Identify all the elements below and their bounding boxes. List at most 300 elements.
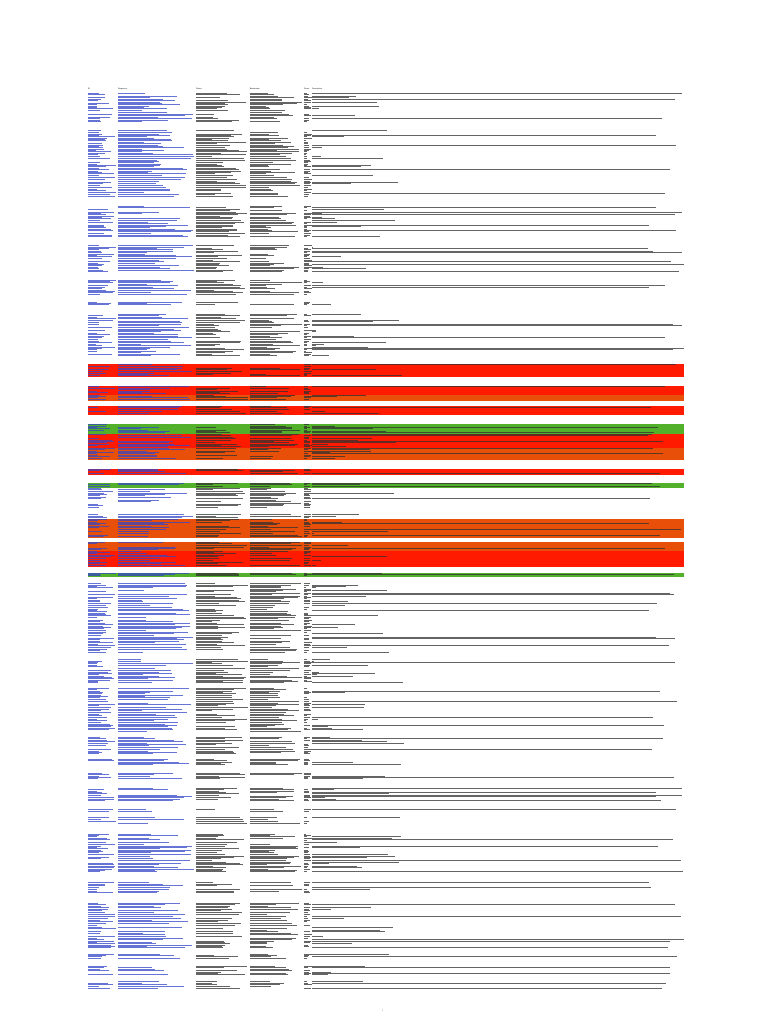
cell-text-line (304, 738, 307, 739)
cell-text-line (304, 710, 311, 711)
table-row (88, 565, 684, 567)
table-cell (196, 399, 248, 401)
cell-text-line (196, 214, 238, 215)
table-cell (304, 294, 312, 296)
table-row (88, 196, 684, 198)
cell-text-line (250, 928, 287, 929)
cell-text-line (118, 936, 166, 937)
cell-text-line (88, 514, 98, 515)
cell-text-line (304, 526, 310, 527)
cell-text-line (118, 158, 191, 159)
cell-text-line (196, 823, 247, 824)
cell-text-line (304, 549, 309, 550)
cell-text-line (312, 369, 376, 370)
cell-text-line (312, 682, 403, 683)
cell-text-line (304, 369, 309, 370)
cell-text-line (196, 699, 243, 700)
cell-text-line (118, 753, 153, 754)
cell-text-line (196, 249, 223, 250)
cell-text-line (118, 947, 185, 948)
cell-text-line (88, 399, 106, 400)
cell-text-line (88, 397, 98, 398)
cell-text-line (196, 258, 227, 259)
cell-text-line (88, 222, 113, 223)
cell-text-line (118, 663, 193, 664)
cell-text-line (118, 955, 174, 956)
cell-text-line (312, 839, 673, 840)
table-cell (250, 972, 302, 976)
cell-text-line (88, 984, 113, 985)
cell-text-line (312, 261, 671, 262)
cell-text-line (304, 514, 311, 515)
cell-text-line (312, 486, 660, 487)
cell-text-line (250, 891, 279, 892)
cell-text-line (250, 345, 300, 346)
cell-text-line (196, 484, 213, 485)
cell-text-line (312, 659, 330, 660)
cell-text-line (196, 489, 213, 490)
cell-text-line (250, 435, 292, 436)
cell-text-line (312, 741, 387, 742)
cell-text-line (312, 916, 681, 917)
cell-text-line (196, 130, 234, 131)
cell-text-line (118, 630, 146, 631)
cell-text-line (250, 218, 281, 219)
cell-text-line (118, 533, 149, 534)
cell-text-line (88, 628, 104, 629)
cell-text-line (118, 393, 166, 394)
table-cell (304, 799, 312, 802)
cell-text-line (312, 704, 365, 705)
cell-text-line (196, 563, 218, 564)
cell-text-line (88, 928, 116, 929)
table-cell (88, 473, 116, 475)
cell-text-line (304, 543, 311, 544)
cell-text-line (250, 112, 282, 113)
cell-text-line (304, 424, 309, 425)
cell-text-line (304, 858, 310, 859)
cell-text-line (304, 517, 309, 518)
cell-text-line (88, 258, 102, 259)
cell-text-line (304, 628, 307, 629)
cell-text-line (118, 110, 142, 111)
cell-text-line (304, 533, 310, 534)
table-cell (312, 958, 684, 960)
cell-text-line (88, 778, 98, 779)
cell-text-line (88, 701, 108, 702)
cell-text-line (250, 699, 268, 700)
cell-text-line (118, 446, 168, 447)
cell-text-line (250, 682, 284, 683)
table-cell (196, 945, 248, 949)
cell-text-line (304, 256, 307, 257)
cell-text-line (250, 967, 286, 968)
cell-text-line (118, 635, 154, 636)
cell-text-line (88, 434, 106, 435)
cell-text-line (304, 587, 306, 588)
table-cell (312, 302, 684, 306)
cell-text-line (118, 699, 168, 700)
cell-text-line (304, 364, 311, 365)
cell-text-line (304, 607, 309, 608)
cell-text-line (118, 252, 147, 253)
cell-text-line (196, 591, 214, 592)
cell-text-line (304, 984, 312, 985)
cell-text-line (304, 321, 309, 322)
cell-text-line (88, 169, 109, 170)
cell-text-line (250, 731, 301, 732)
table-cell (196, 680, 248, 684)
cell-text-line (250, 889, 302, 890)
cell-text-line (312, 941, 670, 942)
cell-text-line (312, 531, 388, 532)
cell-text-line (88, 230, 113, 231)
cell-text-line (250, 339, 276, 340)
cell-text-line (118, 607, 172, 608)
cell-text-line (118, 331, 161, 332)
cell-text-line (250, 701, 299, 702)
cell-text-line (312, 449, 370, 450)
cell-text-line (250, 458, 271, 459)
column-header-score: Score (304, 88, 310, 90)
cell-text-line (304, 451, 312, 452)
cell-text-line (88, 392, 108, 393)
cell-text-line (196, 100, 228, 101)
cell-text-line (196, 369, 227, 370)
cell-text-line (88, 936, 115, 937)
cell-text-line (312, 947, 668, 948)
cell-text-line (118, 369, 177, 370)
cell-text-line (304, 194, 309, 195)
cell-text-line (88, 549, 101, 550)
cell-text-line (304, 800, 309, 801)
cell-text-line (196, 452, 225, 453)
cell-text-line (312, 212, 682, 213)
cell-text-line (312, 809, 676, 810)
table-cell (250, 120, 302, 123)
cell-text-line (312, 207, 656, 208)
cell-text-line (196, 778, 220, 779)
cell-text-line (250, 715, 294, 716)
cell-text-line (88, 449, 105, 450)
cell-text-line (304, 558, 310, 559)
cell-text-line (250, 236, 295, 237)
table-cell (304, 565, 312, 567)
table-cell (312, 354, 684, 357)
cell-text-line (196, 729, 237, 730)
cell-text-line (88, 292, 113, 293)
table-cell (250, 776, 302, 780)
cell-text-line (250, 231, 298, 232)
cell-text-line (196, 668, 245, 669)
table-cell (250, 762, 302, 766)
cell-text-line (196, 156, 212, 157)
table-cell (88, 302, 116, 306)
cell-text-line (196, 956, 238, 957)
cell-text-line (250, 864, 267, 865)
column-header-description: Description (312, 88, 323, 90)
cell-text-line (88, 473, 104, 474)
cell-text-line (118, 112, 167, 113)
cell-text-line (118, 352, 141, 353)
cell-text-line (250, 630, 301, 631)
cell-text-line (304, 889, 307, 890)
cell-text-line (118, 453, 155, 454)
cell-text-line (304, 809, 311, 810)
cell-text-line (88, 166, 106, 167)
cell-text-line (250, 118, 277, 119)
cell-text-line (118, 688, 189, 689)
cell-text-line (196, 624, 244, 625)
table-cell (250, 196, 302, 198)
cell-text-line (304, 844, 309, 845)
cell-text-line (304, 934, 312, 935)
table-cell (312, 413, 684, 415)
cell-text-line (250, 609, 267, 610)
cell-text-line (118, 355, 151, 356)
cell-text-line (304, 632, 307, 633)
cell-text-line (88, 717, 107, 718)
cell-text-line (250, 121, 280, 122)
table-cell (196, 294, 248, 296)
cell-text-line (196, 921, 218, 922)
cell-text-line (88, 974, 113, 975)
cell-text-line (118, 190, 170, 191)
cell-text-line (118, 364, 152, 365)
cell-text-line (304, 647, 309, 648)
cell-text-line (304, 438, 309, 439)
cell-text-line (196, 413, 246, 414)
cell-text-line (304, 764, 308, 765)
cell-text-line (88, 407, 98, 408)
cell-text-line (312, 545, 348, 546)
table-cell (118, 302, 194, 306)
cell-text-line (196, 839, 244, 840)
cell-text-line (250, 524, 277, 525)
cell-text-line (312, 590, 387, 591)
cell-text-line (196, 605, 236, 606)
table-cell (88, 751, 116, 755)
cell-text-line (250, 322, 274, 323)
cell-text-line (88, 603, 111, 604)
cell-text-line (250, 695, 278, 696)
cell-text-line (88, 132, 99, 133)
cell-text-line (88, 633, 103, 634)
cell-text-line (88, 345, 102, 346)
table-cell (88, 972, 116, 976)
cell-text-line (304, 553, 307, 554)
table-cell (250, 302, 302, 306)
cell-text-line (312, 214, 675, 215)
cell-text-line (250, 914, 267, 915)
cell-text-line (196, 647, 221, 648)
cell-text-line (312, 252, 682, 253)
table-cell (312, 945, 684, 949)
cell-text-line (312, 800, 661, 801)
cell-text-line (88, 650, 100, 651)
cell-text-line (88, 386, 99, 387)
cell-text-line (88, 288, 102, 289)
cell-text-line (312, 498, 650, 499)
cell-text-line (250, 986, 271, 987)
table-cell (250, 535, 302, 538)
cell-text-line (196, 268, 216, 269)
cell-text-line (88, 800, 105, 801)
cell-text-line (196, 912, 242, 913)
table-cell (196, 196, 248, 198)
cell-text-line (88, 575, 101, 576)
cell-text-line (304, 108, 311, 109)
cell-text-line (304, 196, 308, 197)
cell-text-line (312, 676, 353, 677)
cell-text-line (118, 596, 169, 597)
cell-text-line (250, 194, 278, 195)
cell-text-line (118, 136, 147, 137)
cell-text-line (196, 331, 230, 332)
cell-text-line (250, 156, 286, 157)
cell-text-line (304, 282, 307, 283)
cell-text-line (304, 177, 309, 178)
cell-text-line (196, 389, 217, 390)
cell-text-line (196, 682, 243, 683)
cell-text-line (304, 158, 307, 159)
cell-text-line (304, 970, 310, 971)
cell-text-line (304, 936, 310, 937)
cell-text-line (196, 223, 235, 224)
cell-text-line (304, 456, 310, 457)
cell-text-line (304, 489, 311, 490)
cell-text-line (118, 745, 149, 746)
cell-text-line (118, 318, 188, 319)
cell-text-line (118, 704, 191, 705)
cell-text-line (250, 386, 266, 387)
cell-text-line (304, 265, 312, 266)
cell-text-line (88, 682, 98, 683)
cell-text-line (118, 563, 161, 564)
cell-text-line (196, 393, 230, 394)
cell-text-line (304, 505, 310, 506)
cell-text-line (88, 470, 100, 471)
cell-text-line (312, 375, 402, 376)
cell-text-line (88, 710, 101, 711)
cell-text-line (250, 574, 296, 575)
cell-text-line (250, 292, 299, 293)
cell-text-line (312, 857, 367, 858)
table-cell (118, 762, 194, 766)
cell-text-line (88, 630, 106, 631)
cell-text-line (118, 185, 163, 186)
cell-text-line (304, 121, 307, 122)
cell-text-line (118, 603, 173, 604)
cell-text-line (196, 799, 218, 800)
cell-text-line (196, 931, 233, 932)
cell-text-line (118, 366, 183, 367)
cell-text-line (250, 245, 289, 246)
cell-text-line (118, 710, 142, 711)
cell-text-line (118, 867, 178, 868)
cell-text-line (312, 516, 336, 517)
cell-text-line (196, 615, 234, 616)
cell-text-line (304, 473, 311, 474)
cell-text-line (118, 556, 176, 557)
table-cell (88, 680, 116, 684)
cell-text-line (196, 302, 238, 303)
cell-text-line (118, 236, 188, 237)
table-cell (118, 799, 194, 802)
cell-text-line (304, 285, 311, 286)
table-cell (88, 988, 116, 990)
cell-text-line (304, 914, 310, 915)
table-cell (250, 573, 302, 577)
table-cell (250, 869, 302, 873)
cell-text-line (312, 106, 379, 107)
cell-text-line (312, 442, 396, 443)
cell-text-line (304, 725, 310, 726)
cell-text-line (118, 268, 170, 269)
cell-text-line (88, 245, 99, 246)
cell-text-line (196, 819, 243, 820)
cell-text-line (196, 342, 240, 343)
table-row (88, 652, 684, 654)
cell-text-line (250, 261, 269, 262)
cell-text-line (250, 325, 281, 326)
cell-text-line (118, 659, 141, 660)
cell-text-line (312, 115, 355, 116)
spreadsheet (88, 88, 684, 1008)
cell-text-line (304, 681, 312, 682)
table-cell (304, 120, 312, 123)
cell-text-line (250, 349, 275, 350)
cell-text-line (118, 220, 177, 221)
cell-text-line (196, 744, 216, 745)
cell-text-line (88, 121, 101, 122)
cell-text-line (250, 271, 282, 272)
cell-text-line (88, 315, 103, 316)
cell-text-line (250, 183, 295, 184)
cell-text-line (118, 245, 193, 246)
table-cell (196, 823, 248, 825)
cell-text-line (196, 175, 233, 176)
cell-text-line (196, 522, 222, 523)
cell-text-line (196, 448, 236, 449)
cell-text-line (196, 710, 212, 711)
cell-text-line (196, 705, 218, 706)
cell-text-line (304, 575, 307, 576)
cell-text-line (118, 628, 176, 629)
cell-text-line (250, 516, 301, 517)
cell-text-line (304, 630, 311, 631)
cell-text-line (304, 524, 311, 525)
cell-text-line (250, 177, 287, 178)
cell-text-line (312, 331, 316, 332)
cell-text-line (312, 788, 682, 789)
cell-text-line (196, 285, 241, 286)
cell-text-line (196, 943, 230, 944)
cell-text-line (118, 722, 178, 723)
table-cell (312, 535, 684, 538)
cell-text-line (312, 691, 660, 692)
cell-text-line (250, 391, 288, 392)
cell-text-line (88, 517, 107, 518)
cell-text-line (88, 722, 101, 723)
table-cell (250, 945, 302, 949)
cell-text-line (304, 864, 309, 865)
cell-text-line (88, 388, 115, 389)
cell-text-line (118, 223, 168, 224)
cell-text-line (88, 218, 111, 219)
table-cell (304, 507, 312, 509)
cell-text-line (304, 823, 307, 824)
